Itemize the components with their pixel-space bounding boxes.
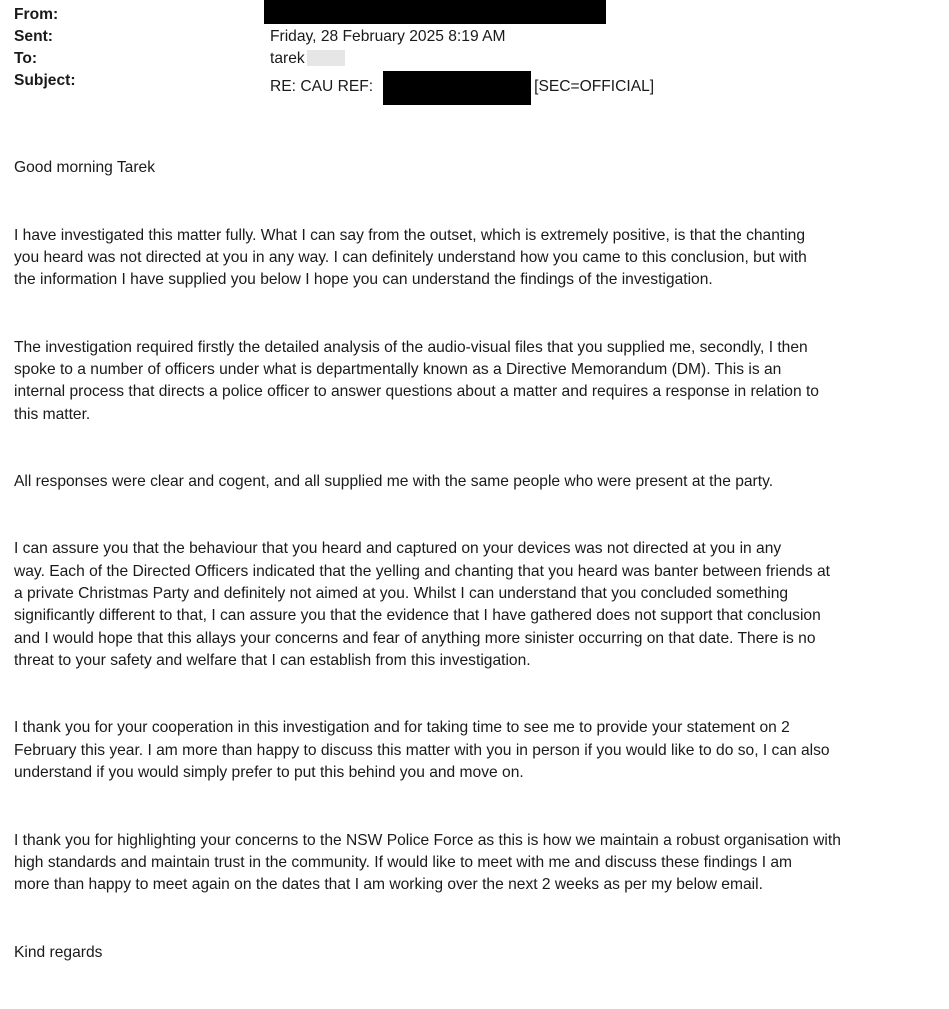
body-paragraph: All responses were clear and cogent, and all supplied me with the same people who were present at the party. [14, 473, 774, 491]
subject-suffix: [SEC=OFFICIAL] [534, 78, 655, 96]
subject-row [14, 70, 934, 96]
to-value-wrap [270, 48, 345, 70]
from-row [14, 4, 934, 26]
subject-label: Subject: [14, 72, 76, 89]
redacted-reference [383, 71, 531, 105]
to-row [14, 48, 934, 70]
body-paragraph: I have investigated this matter fully. What I can say from the outset, which is extremely positive, is that the chanting you heard was not directed at you in any way. I can definitely understand how you came to this conclusion, but with the information I have supplied you below I hope you can understand the findings of the investigation. [14, 226, 807, 289]
subject-prefix: RE: CAU REF: [270, 78, 374, 96]
sent-value: Friday, 28 February 2025 8:19 AM [270, 28, 506, 45]
from-label: From: [14, 6, 59, 23]
email-header [14, 4, 934, 96]
to-label: To: [14, 50, 38, 67]
greeting: Good morning Tarek [14, 159, 155, 177]
redacted-recipient-surname [307, 50, 345, 66]
redacted-sender [264, 0, 606, 24]
body-paragraph: I thank you for highlighting your concerns to the NSW Police Force as this is how we maintain a robust organisation with high standards and maintain trust in the community. If would like to meet with me and discuss these findings I am more than happy to meet again on the dates that I am working over the next 2 weeks as per my below email. [14, 831, 841, 894]
body-paragraph: I thank you for your cooperation in this investigation and for taking time to see me to provide your statement on 2 February this year. I am more than happy to discuss this matter with you in person if you would like to do so, I can also understand if you would simply prefer to put this behind you and move on. [14, 719, 830, 782]
email-body [14, 135, 924, 1009]
to-value: tarek [270, 50, 305, 67]
closing: Kind regards [14, 943, 103, 961]
subject-value [270, 70, 654, 104]
body-paragraph: The investigation required firstly the detailed analysis of the audio-visual files that you supplied me, secondly, I then spoke to a number of officers under what is departmentally known as a Directive Memorandum (DM). This is an internal process that directs a police officer to answer questions about a matter and requires a response in relation to this matter. [14, 338, 819, 423]
sent-label: Sent: [14, 28, 53, 45]
sent-row [14, 26, 934, 48]
body-paragraph: I can assure you that the behaviour that you heard and captured on your devices was not directed at you in any way. Each of the Directed Officers indicated that the yelling and chanting that you heard was banter between friends at a private Christmas Party and definitely not aimed at you. Whilst I can understand that you concluded something significantly different to that, I can assure you that the evidence that I have gathered does not support that conclusion and I would hope that this allays your concerns and fear of anything more sinister occurring on that date. There is no threat to your safety and welfare that I can establish from this investigation. [14, 540, 830, 670]
